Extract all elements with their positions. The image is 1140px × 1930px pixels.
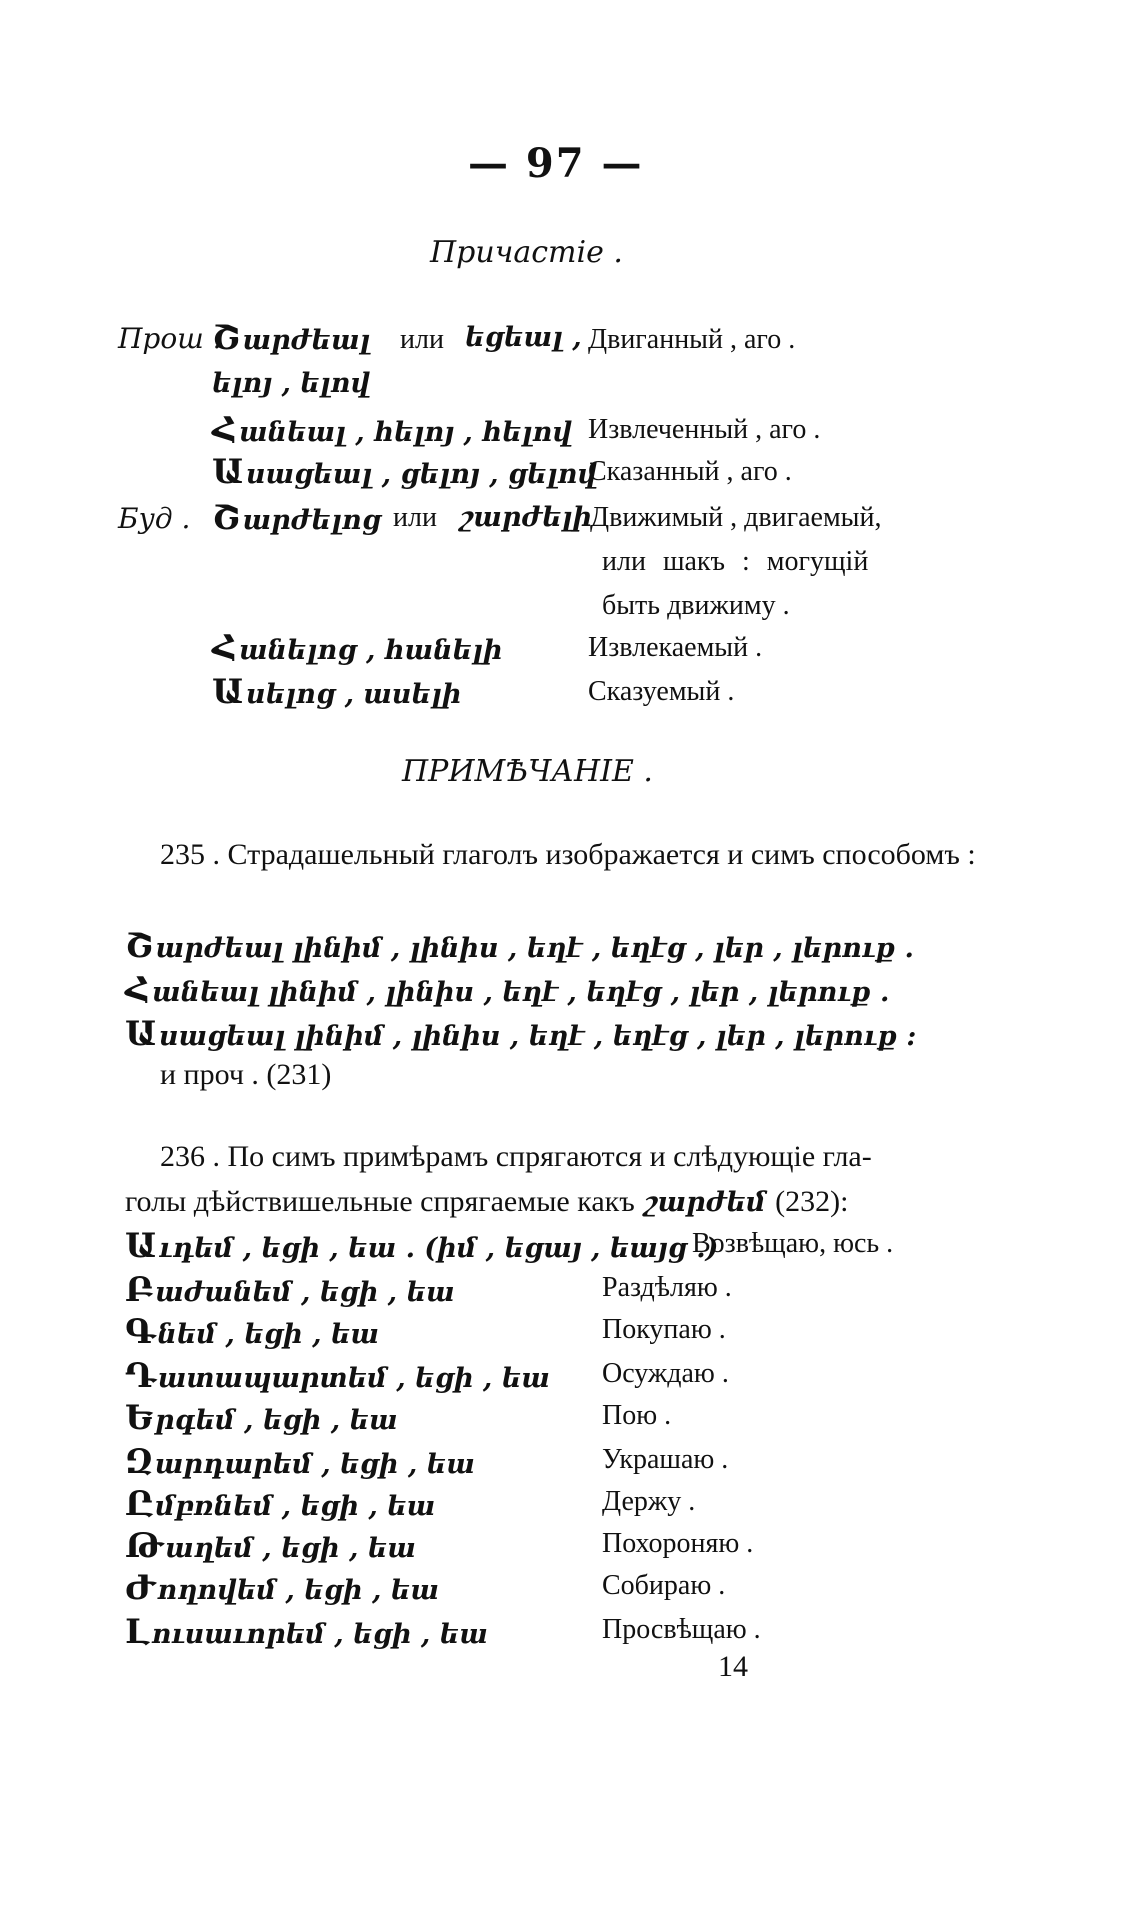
- verb-russian: Покупаю .: [602, 1314, 726, 1345]
- verb-russian: Возвѣщаю, юсь .: [692, 1228, 894, 1259]
- armenian-form: Շարժելոց: [212, 498, 382, 538]
- russian-gloss: Движимый , двигаемый,: [590, 502, 882, 533]
- verb-armenian: Գնեմ , եցի , եա: [125, 1312, 380, 1352]
- paragraph-235: 235 . Страдашельный глаголъ изображается и симъ способомъ :: [160, 838, 976, 871]
- section-heading: Причастіе .: [430, 235, 623, 270]
- armenian-capital: Շ: [212, 498, 241, 538]
- armenian-capital: Ա: [212, 672, 245, 712]
- russian-gloss-cont: быть движиму .: [602, 590, 790, 621]
- verb-russian: Просвѣщаю .: [602, 1614, 761, 1645]
- connector-word: или: [393, 502, 437, 533]
- verb-armenian: Ըմբռնեմ , եցի , եա: [125, 1484, 436, 1524]
- armenian-form: Ասացեալ , ցելոյ , ցելով: [212, 452, 598, 492]
- verb-russian: Собираю .: [602, 1570, 726, 1601]
- russian-gloss: Сказуемый .: [588, 676, 735, 707]
- verb-russian: Похороняю .: [602, 1528, 754, 1559]
- armenian-capital: Լ: [125, 1612, 150, 1652]
- verb-armenian: Դատապարտեմ , եցի , եա: [125, 1356, 550, 1396]
- verb-armenian: Թաղեմ , եցի , եա: [125, 1526, 416, 1566]
- russian-gloss: Двиганный , аго .: [588, 324, 796, 355]
- verb-russian: Осуждаю .: [602, 1358, 729, 1389]
- armenian-capital: Բ: [125, 1270, 154, 1310]
- russian-gloss: Сказанный , аго .: [588, 456, 792, 487]
- armenian-capital: Ժ: [125, 1568, 156, 1608]
- armenian-capital: Ա: [125, 1014, 158, 1054]
- armenian-form-alt: շարժելի: [460, 502, 593, 533]
- verb-armenian: Բաժանեմ , եցի , եա: [125, 1270, 455, 1310]
- armenian-capital: Գ: [125, 1312, 156, 1352]
- armenian-capital: Հ: [125, 970, 151, 1010]
- note-heading: ПРИМѢЧАНІЕ .: [402, 754, 653, 789]
- armenian-form: Հանեալ , հելոյ , հելով: [212, 410, 573, 450]
- verb-russian: Украшаю .: [602, 1444, 729, 1475]
- tense-label: Прош .: [118, 322, 222, 355]
- verb-russian: Держу .: [602, 1486, 696, 1517]
- armenian-model-verb: շարժեմ: [644, 1187, 766, 1218]
- russian-gloss-cont: или шакъ : могущій: [602, 546, 869, 577]
- russian-gloss: Извлеченный , аго .: [588, 414, 821, 445]
- verb-armenian: Երգեմ , եցի , եա: [125, 1398, 398, 1438]
- signature-mark: 14: [718, 1650, 748, 1683]
- verb-russian: Раздѣляю .: [602, 1272, 732, 1303]
- armenian-capital: Շ: [125, 926, 154, 966]
- armenian-capital: Դ: [125, 1356, 156, 1396]
- verb-armenian: Լուսաւորեմ , եցի , եա: [125, 1612, 488, 1652]
- page-number: — 97 —: [468, 140, 644, 187]
- armenian-capital: Հ: [212, 628, 238, 668]
- paragraph-236-line2: голы дѣйствишельные спрягаемые какъ շարժեմ (232):: [125, 1185, 849, 1218]
- armenian-capital: Ը: [125, 1484, 154, 1524]
- armenian-capital: Թ: [125, 1526, 164, 1566]
- etc-line: и проч . (231): [160, 1058, 332, 1091]
- armenian-form: Շարժեալ: [212, 318, 371, 358]
- passive-form: Հանեալ լինիմ , լինիս , եղէ , եղէց , լեր , լերուք .: [125, 970, 890, 1010]
- passive-form: Շարժեալ լինիմ , լինիս , եղէ , եղէց , լեր , լերուք .: [125, 926, 914, 966]
- armenian-capital: Շ: [212, 318, 241, 358]
- connector-word: или: [400, 324, 444, 355]
- armenian-form: Հանելոց , հանելի: [212, 628, 503, 668]
- paragraph-236-line1: 236 . По симъ примѣрамъ спрягаются и слѣдующіе гла-: [160, 1140, 872, 1173]
- armenian-capital: Ե: [125, 1398, 153, 1438]
- armenian-capital: Ա: [212, 452, 245, 492]
- passive-form: Ասացեալ լինիմ , լինիս , եղէ , եղէց , լեր , լերուք :: [125, 1014, 917, 1054]
- tense-label: Буд .: [118, 502, 191, 535]
- armenian-form: ելոյ , ելով: [212, 368, 371, 399]
- verb-armenian: Զարդարեմ , եցի , եա: [125, 1442, 475, 1482]
- verb-armenian: Աւդեմ , եցի , եա . (իմ , եցայ , եայց .): [125, 1226, 719, 1266]
- armenian-form-alt: եցեալ ,: [465, 322, 582, 353]
- armenian-capital: Զ: [125, 1442, 153, 1482]
- armenian-form: Ասելոց , ասելի: [212, 672, 462, 712]
- russian-gloss: Извлекаемый .: [588, 632, 763, 663]
- verb-russian: Пою .: [602, 1400, 672, 1431]
- armenian-capital: Հ: [212, 410, 238, 450]
- armenian-capital: Ա: [125, 1226, 158, 1266]
- verb-armenian: Ժողովեմ , եցի , եա: [125, 1568, 439, 1608]
